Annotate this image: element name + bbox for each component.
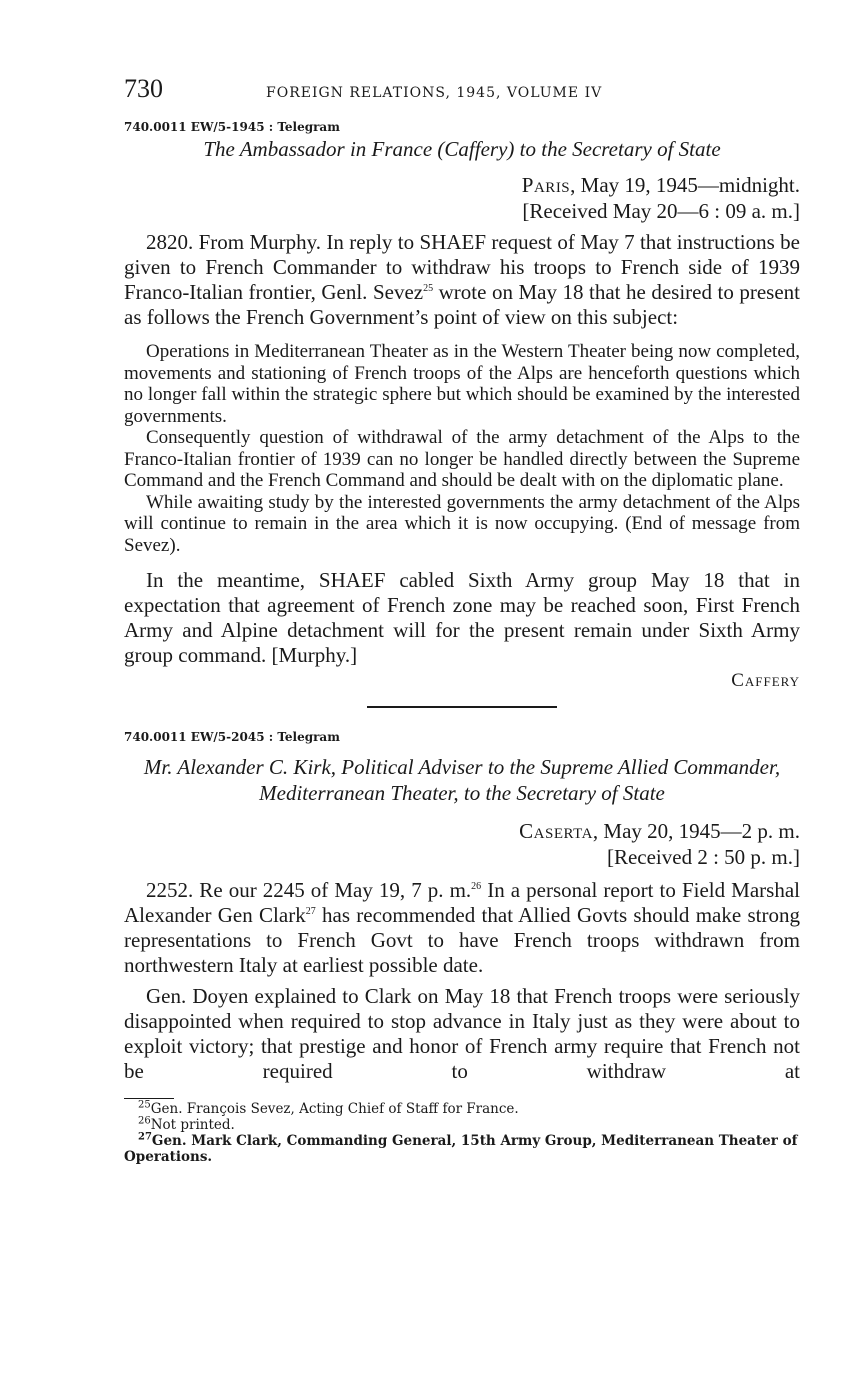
signature: Caffery (731, 670, 800, 691)
footnote-text: Gen. François Sevez, Acting Chief of Staff for France. (150, 1101, 519, 1117)
footnote (124, 1117, 800, 1133)
dateline-place: Caserta (519, 819, 593, 843)
quote-paragraph: While awaiting study by the interested governments the army detachment of the Alps will continue to remain in the area which it is now occupying. (End of message from Sevez). (124, 491, 800, 556)
quote-paragraph: Consequently question of withdrawal of the army detachment of the Alps to the Franco-Italian frontier of 1939 can no longer be handled directly between the Supreme Command and the French Command and should be dealt with on the diplomatic plane. (124, 427, 800, 491)
footnote-ref: 26 (471, 881, 482, 892)
running-title: FOREIGN RELATIONS, 1945, VOLUME IV (266, 85, 603, 101)
dateline-place: Paris (521, 173, 571, 197)
paragraph-text: has recommended that Allied Govts should make strong representations to French Govt to have French troops withdrawn from northwestern Italy at earliest possible date. (124, 903, 800, 977)
telegram-paragraph (124, 230, 800, 330)
document-page (124, 74, 800, 1165)
footnote-number: 27 (138, 1131, 152, 1143)
file-reference: 740.0011 EW/5-2045 : Telegram (124, 730, 340, 744)
paragraph-text: In a personal report to Field Marshal Alexander Gen Clark (124, 878, 800, 927)
footnote-text: Gen. Mark Clark, Commanding General, 15th Army Group, Mediterranean Theater of Operations. (124, 1133, 798, 1165)
footnote-number: 26 (138, 1115, 151, 1127)
document-heading: Mr. Alexander C. Kirk, Political Adviser to the Supreme Allied Commander, Mediterranean Theater, to the Secretary of State (143, 755, 781, 805)
telegram-paragraph: In the meantime, SHAEF cabled Sixth Army group May 18 that in expectation that agreement of French zone may be reached soon, First French Army and Alpine detachment will for the present remain under Sixth Army group command. [Murphy.] (124, 568, 800, 667)
received-line: [Received 2 : 50 p. m.] (606, 845, 800, 869)
footnote (124, 1101, 800, 1117)
telegram-paragraph: Gen. Doyen explained to Clark on May 18 that French troops were seriously disappointed when required to stop advance in Italy just as they were about to exploit victory; that prestige and honor of French army require that French not be required to withdraw at (124, 984, 800, 1083)
dateline-date: , May 20, 1945—2 p. m. (592, 819, 800, 843)
paragraph-text: wrote on May 18 that he desired to present as follows the French Government’s point of view on this subject: (124, 280, 800, 329)
running-head (124, 74, 800, 106)
paragraph-text: 2252. Re our 2245 of May 19, 7 p. m. (146, 878, 472, 902)
footnote-ref: 27 (305, 906, 316, 917)
paragraph-text: 2820. From Murphy. In reply to SHAEF request of May 7 that instructions be given to French Commander to withdraw his troops to French side of 1939 Franco-Italian frontier, Genl. Sevez (124, 230, 800, 304)
quote-paragraph: Operations in Mediterranean Theater as in the Western Theater being now completed, movements and stationing of French troops of the Alps are henceforth questions which no longer fall within the strategic sphere but which should be examined by the interested governments. (124, 341, 800, 427)
dateline-date: , May 19, 1945—midnight. (570, 173, 800, 197)
footnote (124, 1133, 800, 1165)
telegram-paragraph (124, 878, 800, 978)
received-line: [Received May 20—6 : 09 a. m.] (522, 199, 800, 223)
footnote-number: 25 (138, 1099, 151, 1111)
dateline (124, 818, 800, 844)
document-heading: The Ambassador in France (Caffery) to the Secretary of State (203, 137, 721, 161)
footnotes (124, 1101, 800, 1165)
footnote-text: Not printed. (150, 1117, 235, 1133)
quoted-message (124, 341, 800, 556)
dateline (124, 172, 800, 198)
footnote-ref: 25 (423, 283, 434, 294)
section-divider (367, 706, 557, 708)
page-number: 730 (124, 74, 163, 103)
file-reference: 740.0011 EW/5-1945 : Telegram (124, 120, 340, 134)
